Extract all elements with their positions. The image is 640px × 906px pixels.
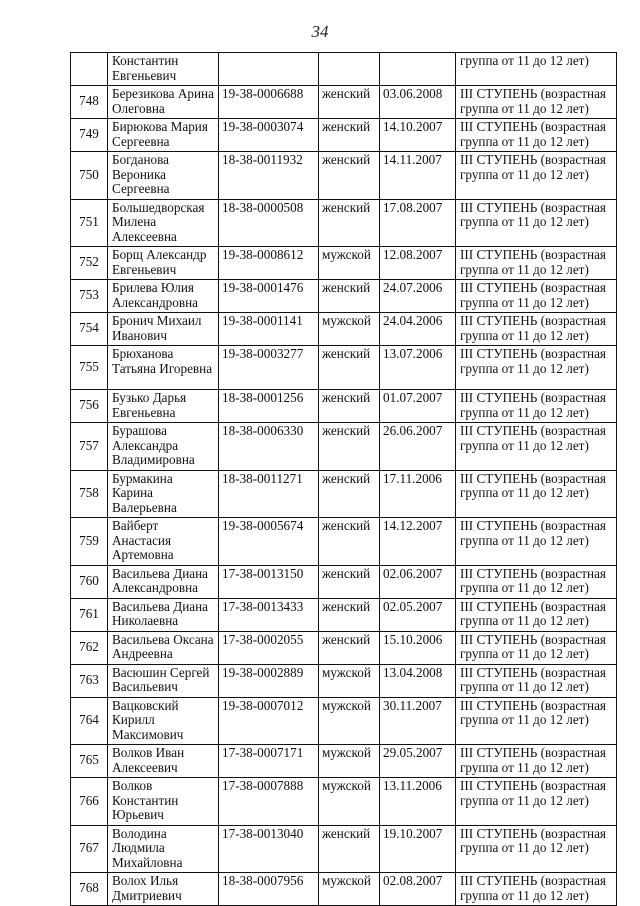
category-cell: III СТУПЕНЬ (возрастная группа от 11 до 12 лет) bbox=[456, 86, 617, 119]
row-number-cell: 760 bbox=[71, 565, 108, 598]
table-row bbox=[71, 470, 617, 518]
category-cell: III СТУПЕНЬ (возрастная группа от 11 до 12 лет) bbox=[456, 199, 617, 247]
full-name-cell: Волков Иван Алексеевич bbox=[108, 745, 219, 778]
birth-date-cell: 02.05.2007 bbox=[380, 598, 456, 631]
birth-date-cell: 15.10.2006 bbox=[380, 631, 456, 664]
row-number-cell: 762 bbox=[71, 631, 108, 664]
birth-date-cell: 24.04.2006 bbox=[380, 313, 456, 346]
gender-cell: женский bbox=[319, 423, 380, 471]
gender-cell: женский bbox=[319, 825, 380, 873]
row-number-cell: 751 bbox=[71, 199, 108, 247]
row-number-cell: 752 bbox=[71, 247, 108, 280]
id-number-cell: 17-38-0007171 bbox=[219, 745, 319, 778]
table-row bbox=[71, 518, 617, 566]
gender-cell: женский bbox=[319, 152, 380, 200]
id-number-cell: 19-38-0008612 bbox=[219, 247, 319, 280]
full-name-cell: Большедворская Милена Алексеевна bbox=[108, 199, 219, 247]
table-row bbox=[71, 53, 617, 86]
id-number-cell: 19-38-0005674 bbox=[219, 518, 319, 566]
row-number-cell: 765 bbox=[71, 745, 108, 778]
row-number-cell: 766 bbox=[71, 778, 108, 826]
id-number-cell: 17-38-0013433 bbox=[219, 598, 319, 631]
category-cell: III СТУПЕНЬ (возрастная группа от 11 до 12 лет) bbox=[456, 598, 617, 631]
full-name-cell: Богданова Вероника Сергеевна bbox=[108, 152, 219, 200]
full-name-cell: Бронич Михаил Иванович bbox=[108, 313, 219, 346]
full-name-cell: Бурмакина Карина Валерьевна bbox=[108, 470, 219, 518]
full-name-cell: Вайберт Анастасия Артемовна bbox=[108, 518, 219, 566]
gender-cell: женский bbox=[319, 598, 380, 631]
table-row bbox=[71, 565, 617, 598]
id-number-cell: 18-38-0000508 bbox=[219, 199, 319, 247]
birth-date-cell bbox=[380, 53, 456, 86]
gender-cell: женский bbox=[319, 631, 380, 664]
full-name-cell: Васильева Диана Александровна bbox=[108, 565, 219, 598]
table-row bbox=[71, 346, 617, 390]
id-number-cell: 19-38-0003277 bbox=[219, 346, 319, 390]
row-number-cell: 755 bbox=[71, 346, 108, 390]
gender-cell: женский bbox=[319, 199, 380, 247]
gender-cell: женский bbox=[319, 470, 380, 518]
birth-date-cell: 29.05.2007 bbox=[380, 745, 456, 778]
full-name-cell: Березикова Арина Олеговна bbox=[108, 86, 219, 119]
gender-cell: женский bbox=[319, 518, 380, 566]
category-cell: III СТУПЕНЬ (возрастная группа от 11 до 12 лет) bbox=[456, 423, 617, 471]
birth-date-cell: 13.07.2006 bbox=[380, 346, 456, 390]
row-number-cell: 759 bbox=[71, 518, 108, 566]
birth-date-cell: 30.11.2007 bbox=[380, 697, 456, 745]
category-cell: III СТУПЕНЬ (возрастная группа от 11 до 12 лет) bbox=[456, 247, 617, 280]
row-number-cell bbox=[71, 53, 108, 86]
full-name-cell: Вацковский Кирилл Максимович bbox=[108, 697, 219, 745]
gender-cell: мужской bbox=[319, 873, 380, 906]
table-row bbox=[71, 313, 617, 346]
category-cell: III СТУПЕНЬ (возрастная группа от 11 до 12 лет) bbox=[456, 390, 617, 423]
birth-date-cell: 14.10.2007 bbox=[380, 119, 456, 152]
id-number-cell: 19-38-0006688 bbox=[219, 86, 319, 119]
birth-date-cell: 01.07.2007 bbox=[380, 390, 456, 423]
gender-cell: женский bbox=[319, 346, 380, 390]
birth-date-cell: 26.06.2007 bbox=[380, 423, 456, 471]
gender-cell: женский bbox=[319, 280, 380, 313]
row-number-cell: 768 bbox=[71, 873, 108, 906]
full-name-cell: Брилева Юлия Александровна bbox=[108, 280, 219, 313]
full-name-cell: Борщ Александр Евгеньевич bbox=[108, 247, 219, 280]
category-cell: III СТУПЕНЬ (возрастная группа от 11 до 12 лет) bbox=[456, 119, 617, 152]
category-cell: III СТУПЕНЬ (возрастная группа от 11 до 12 лет) bbox=[456, 518, 617, 566]
category-cell: III СТУПЕНЬ (возрастная группа от 11 до 12 лет) bbox=[456, 280, 617, 313]
table-row bbox=[71, 825, 617, 873]
table-row bbox=[71, 152, 617, 200]
table-row bbox=[71, 664, 617, 697]
id-number-cell: 17-38-0007888 bbox=[219, 778, 319, 826]
gender-cell: женский bbox=[319, 390, 380, 423]
id-number-cell: 18-38-0007956 bbox=[219, 873, 319, 906]
page-number: 34 bbox=[311, 22, 329, 41]
id-number-cell: 18-38-0011932 bbox=[219, 152, 319, 200]
full-name-cell: Бузько Дарья Евгеньевна bbox=[108, 390, 219, 423]
category-cell: III СТУПЕНЬ (возрастная группа от 11 до 12 лет) bbox=[456, 873, 617, 906]
full-name-cell: Бирюкова Мария Сергеевна bbox=[108, 119, 219, 152]
table-row bbox=[71, 280, 617, 313]
id-number-cell: 18-38-0001256 bbox=[219, 390, 319, 423]
id-number-cell: 19-38-0001141 bbox=[219, 313, 319, 346]
category-cell: III СТУПЕНЬ (возрастная группа от 11 до 12 лет) bbox=[456, 565, 617, 598]
birth-date-cell: 03.06.2008 bbox=[380, 86, 456, 119]
full-name-cell: Бурашова Александра Владимировна bbox=[108, 423, 219, 471]
full-name-cell: Константин Евгеньевич bbox=[108, 53, 219, 86]
table-row bbox=[71, 631, 617, 664]
full-name-cell: Волков Константин Юрьевич bbox=[108, 778, 219, 826]
gender-cell: мужской bbox=[319, 697, 380, 745]
gender-cell: женский bbox=[319, 565, 380, 598]
category-cell: III СТУПЕНЬ (возрастная группа от 11 до 12 лет) bbox=[456, 745, 617, 778]
roster-table bbox=[70, 52, 617, 906]
id-number-cell: 18-38-0006330 bbox=[219, 423, 319, 471]
row-number-cell: 754 bbox=[71, 313, 108, 346]
table-row bbox=[71, 697, 617, 745]
row-number-cell: 763 bbox=[71, 664, 108, 697]
row-number-cell: 749 bbox=[71, 119, 108, 152]
full-name-cell: Васильева Оксана Андреевна bbox=[108, 631, 219, 664]
gender-cell: мужской bbox=[319, 664, 380, 697]
table-row bbox=[71, 745, 617, 778]
category-cell: III СТУПЕНЬ (возрастная группа от 11 до 12 лет) bbox=[456, 152, 617, 200]
category-cell: III СТУПЕНЬ (возрастная группа от 11 до 12 лет) bbox=[456, 778, 617, 826]
row-number-cell: 756 bbox=[71, 390, 108, 423]
row-number-cell: 758 bbox=[71, 470, 108, 518]
gender-cell bbox=[319, 53, 380, 86]
table-row bbox=[71, 247, 617, 280]
id-number-cell: 19-38-0007012 bbox=[219, 697, 319, 745]
row-number-cell: 750 bbox=[71, 152, 108, 200]
table-row bbox=[71, 423, 617, 471]
gender-cell: мужской bbox=[319, 247, 380, 280]
birth-date-cell: 02.08.2007 bbox=[380, 873, 456, 906]
table-row bbox=[71, 390, 617, 423]
table-row bbox=[71, 598, 617, 631]
row-number-cell: 767 bbox=[71, 825, 108, 873]
category-cell: группа от 11 до 12 лет) bbox=[456, 53, 617, 86]
birth-date-cell: 19.10.2007 bbox=[380, 825, 456, 873]
id-number-cell: 17-38-0013150 bbox=[219, 565, 319, 598]
gender-cell: мужской bbox=[319, 313, 380, 346]
id-number-cell: 18-38-0011271 bbox=[219, 470, 319, 518]
row-number-cell: 748 bbox=[71, 86, 108, 119]
id-number-cell: 17-38-0002055 bbox=[219, 631, 319, 664]
birth-date-cell: 02.06.2007 bbox=[380, 565, 456, 598]
row-number-cell: 757 bbox=[71, 423, 108, 471]
category-cell: III СТУПЕНЬ (возрастная группа от 11 до 12 лет) bbox=[456, 631, 617, 664]
full-name-cell: Володина Людмила Михайловна bbox=[108, 825, 219, 873]
id-number-cell: 19-38-0002889 bbox=[219, 664, 319, 697]
full-name-cell: Васюшин Сергей Васильевич bbox=[108, 664, 219, 697]
roster-table-body bbox=[71, 53, 617, 906]
table-row bbox=[71, 199, 617, 247]
birth-date-cell: 14.11.2007 bbox=[380, 152, 456, 200]
row-number-cell: 764 bbox=[71, 697, 108, 745]
table-row bbox=[71, 778, 617, 826]
id-number-cell: 17-38-0013040 bbox=[219, 825, 319, 873]
category-cell: III СТУПЕНЬ (возрастная группа от 11 до 12 лет) bbox=[456, 313, 617, 346]
category-cell: III СТУПЕНЬ (возрастная группа от 11 до 12 лет) bbox=[456, 664, 617, 697]
birth-date-cell: 12.08.2007 bbox=[380, 247, 456, 280]
table-row bbox=[71, 873, 617, 906]
table-row bbox=[71, 119, 617, 152]
birth-date-cell: 17.08.2007 bbox=[380, 199, 456, 247]
birth-date-cell: 24.07.2006 bbox=[380, 280, 456, 313]
category-cell: III СТУПЕНЬ (возрастная группа от 11 до 12 лет) bbox=[456, 346, 617, 390]
birth-date-cell: 14.12.2007 bbox=[380, 518, 456, 566]
row-number-cell: 753 bbox=[71, 280, 108, 313]
full-name-cell: Брюханова Татьяна Игоревна bbox=[108, 346, 219, 390]
id-number-cell bbox=[219, 53, 319, 86]
category-cell: III СТУПЕНЬ (возрастная группа от 11 до 12 лет) bbox=[456, 697, 617, 745]
birth-date-cell: 17.11.2006 bbox=[380, 470, 456, 518]
row-number-cell: 761 bbox=[71, 598, 108, 631]
id-number-cell: 19-38-0003074 bbox=[219, 119, 319, 152]
full-name-cell: Васильева Диана Николаевна bbox=[108, 598, 219, 631]
gender-cell: женский bbox=[319, 86, 380, 119]
birth-date-cell: 13.04.2008 bbox=[380, 664, 456, 697]
table-row bbox=[71, 86, 617, 119]
id-number-cell: 19-38-0001476 bbox=[219, 280, 319, 313]
birth-date-cell: 13.11.2006 bbox=[380, 778, 456, 826]
category-cell: III СТУПЕНЬ (возрастная группа от 11 до 12 лет) bbox=[456, 470, 617, 518]
category-cell: III СТУПЕНЬ (возрастная группа от 11 до 12 лет) bbox=[456, 825, 617, 873]
full-name-cell: Волох Илья Дмитриевич bbox=[108, 873, 219, 906]
gender-cell: мужской bbox=[319, 745, 380, 778]
gender-cell: мужской bbox=[319, 778, 380, 826]
gender-cell: женский bbox=[319, 119, 380, 152]
